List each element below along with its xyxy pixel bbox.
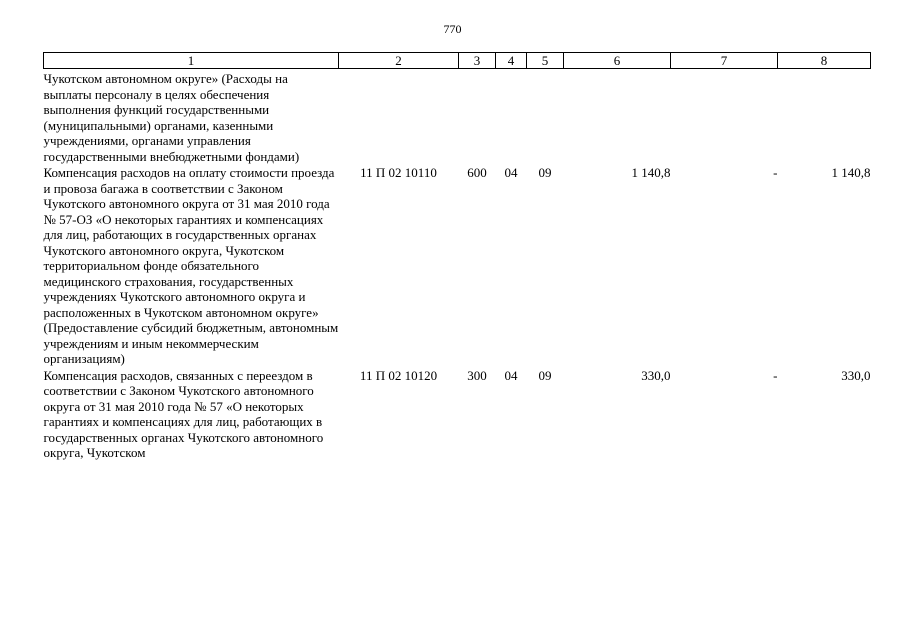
subsection-code — [527, 69, 564, 165]
budget-table — [43, 52, 871, 461]
expense-name: Чукотском автономном округе» (Расходы на выплаты персоналу в целях обеспечения выполнения функций государственными (муниципальными) органами, казенными учреждениями, органами управления государственными внебюджетными фондами) — [43, 71, 300, 164]
expense-type-code: 300 — [467, 367, 487, 383]
column-header: 8 — [778, 53, 871, 69]
amount-total: 1 140,8 — [631, 165, 671, 180]
expense-name: Компенсация расходов на оплату стоимости проезда и провоза багажа в соответствии с Законом Чукотского автономного округа от 31 мая 2010 года № 57-ОЗ «О некоторых гарантиях и компенсациях для лиц, работающих в государственных органах Чукотского автономного округа, Чукотском территориальном фонде обязательного медицинского страхования, государственных учреждениях Чукотского автономного округа и расположенных в Чукотском автономном округе» (Предоставление субсидий бюджетным, автономным учреждениям и иным некоммерческим организациям) — [43, 165, 339, 366]
amount-federal: - — [773, 165, 778, 180]
column-header: 7 — [671, 53, 778, 69]
target-article-code — [339, 69, 459, 165]
column-header: 5 — [527, 53, 564, 69]
amount-regional: 330,0 — [841, 367, 871, 383]
expense-type-code: 600 — [467, 165, 487, 180]
amount-regional — [778, 69, 871, 165]
amount-total: 330,0 — [641, 367, 671, 383]
column-header: 4 — [496, 53, 527, 69]
column-header: 6 — [564, 53, 671, 69]
amount-total — [564, 69, 671, 165]
expense-name: Компенсация расходов, связанных с переездом в соответствии с Законом Чукотского автономного округа от 31 мая 2010 года № 57 «О некоторых гарантиях и компенсациях для лиц, работающих в государственных органах Чукотского автономного округа, Чукотском — [43, 367, 324, 460]
column-header: 1 — [44, 53, 339, 69]
table-row — [44, 69, 871, 165]
amount-federal: - — [773, 367, 778, 383]
column-number-row — [44, 53, 871, 69]
amount-federal — [671, 69, 778, 165]
target-article-code: 11 П 02 10110 — [360, 165, 437, 180]
amount-regional: 1 140,8 — [831, 165, 871, 180]
column-header: 3 — [459, 53, 496, 69]
section-code — [496, 69, 527, 165]
target-article-code: 11 П 02 10120 — [359, 367, 438, 383]
table-row — [44, 367, 871, 461]
page-number: 770 — [443, 22, 462, 36]
table-row — [44, 164, 871, 367]
expense-type-code — [459, 69, 496, 165]
subsection-code: 09 — [538, 165, 552, 180]
column-header: 2 — [339, 53, 459, 69]
section-code: 04 — [504, 165, 518, 180]
subsection-code: 09 — [538, 367, 552, 383]
section-code: 04 — [504, 367, 518, 383]
